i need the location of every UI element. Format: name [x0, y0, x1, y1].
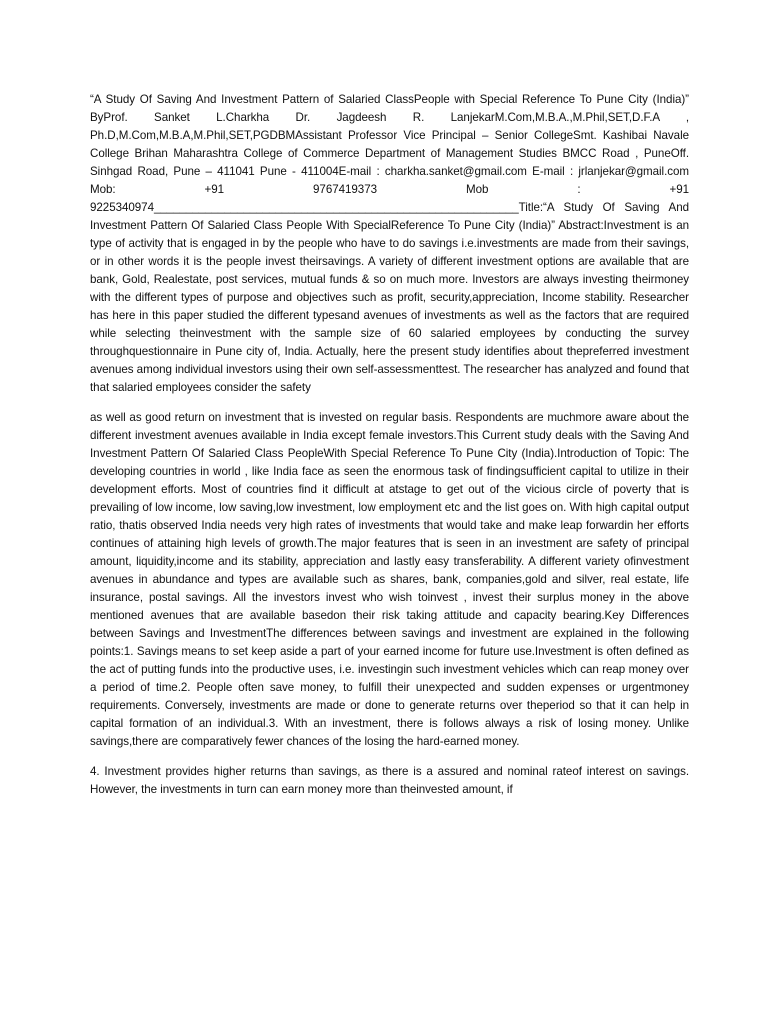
- paragraph-gap: [90, 751, 689, 763]
- paragraph-gap: [90, 397, 689, 409]
- paragraph-2: as well as good return on investment that is invested on regular basis. Respondents are muchmore aware about the different investment avenues available in India except female investors.This Current study deals with the Saving And Investment Pattern Of Salaried Class PeopleWith Special Reference To Pune City (India).Introduction of Topic: The developing countries in world , like India face as seen the enormous task of findingsufficient capital to utilize in their development efforts. Most of countries find it difficult at atstage to get out of the vicious circle of poverty that is prevailing of low income, low saving,low investment, low employment etc and the list goes on. With high capital output ratio, thatis observed India needs very high rates of investments that would take and make leap forwardin her efforts continues of attaining high levels of growth.The major features that is seen in an investment are safety of principal amount, liquidity,income and its stability, appreciation and lastly easy transferability. A different variety ofinvestment avenues in abundance and types are available such as shares, bank, companies,gold and silver, real estate, life insurance, postal savings. All the investors invest who wish toinvest , invest their surplus money in the above mentioned avenues that are available basedon their risk taking attitude and capacity bearing.Key Differences between Savings and InvestmentThe differences between savings and investment are explained in the following points:1. Savings means to set keep aside a part of your earned income for future use.Investment is often defined as the act of putting funds into the productive uses, i.e. investingin such investment vehicles which can reap money over a period of time.2. People often save money, to fulfill their unexpected and sudden expenses or urgentmoney requirements. Conversely, investments are made or done to generate returns over theperiod so that it can help in capital formation of an individual.3. With an investment, there is follows always a risk of losing money. Unlike savings,there are comparatively fewer chances of the losing the hard-earned money.: [90, 411, 689, 748]
- paragraph-1: “A Study Of Saving And Investment Pattern of Salaried ClassPeople with Special Reference To Pune City (India)” ByProf. Sanket L.Charkha Dr. Jagdeesh R. LanjekarM.Com,M.B.A.,M.Phil,SET,D.F.A , Ph.D,M.Com,M.B.A,M.Phil,SET,PGDBMAssistant Professor Vice Principal – Senior CollegeSmt. Kashibai Navale College Brihan Maharashtra College of Commerce Department of Management Studies BMCC Road , PuneOff. Sinhgad Road, Pune – 411041 Pune - 411004E-mail : charkha.sanket@gmail.com E-mail : jrlanjekar@gmail.com Mob: +91 9767419373 Mob : +91 9225340974_________________________________________________________Title:“A Study Of Saving And Investment Pattern Of Salaried Class People With SpecialReference To Pune City (India)” Abstract:Investment is an type of activity that is engaged in by the people who have to do savings i.e.investments are made from their savings, or in other words it is the people invest theirsavings. A variety of different investment options are available that are bank, Gold, Realestate, post services, mutual funds & so on much more. Investors are always investing theirmoney with the different types of purpose and objectives such as profit, security,appreciation, Income stability. Researcher has here in this paper studied the different typesand avenues of investments as well as the factors that are required while selecting theinvestment with the sample size of 60 salaried employees by conducting the survey throughquestionnaire in Pune city of, India. Actually, here the present study identifies about thepreferred investment avenues among individual investors using their own self-assessmenttest. The researcher has analyzed and found that that salaried employees consider the safety: [90, 93, 689, 394]
- paragraph-3: 4. Investment provides higher returns than savings, as there is a assured and nominal rateof interest on savings. However, the investments in turn can earn money more than theinvested amount, if: [90, 765, 689, 796]
